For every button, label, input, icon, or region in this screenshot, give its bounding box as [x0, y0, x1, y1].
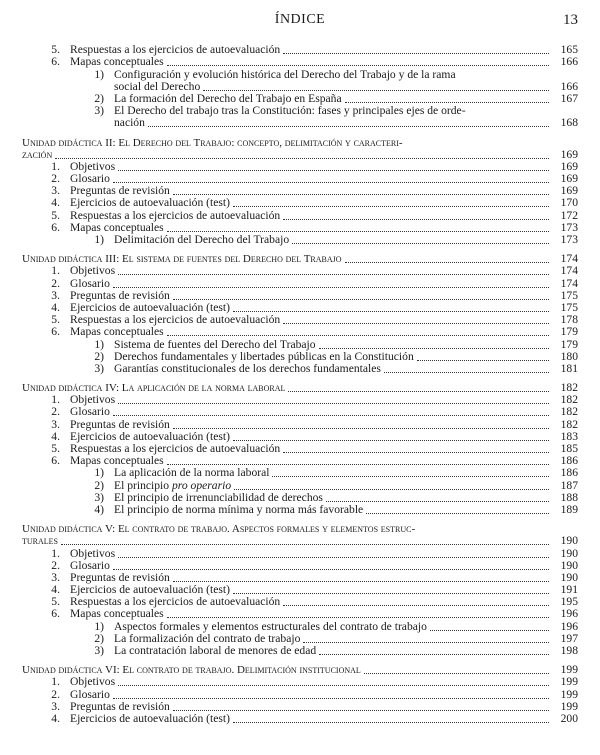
page-ref: 196 [560, 607, 578, 621]
entry-title: Respuestas a los ejercicios de autoevaluación [70, 313, 281, 327]
dot-leader [233, 592, 549, 594]
toc-entry [22, 431, 578, 443]
entry-title: Preguntas de revisión [70, 417, 170, 431]
toc-subentry [22, 492, 578, 504]
entry-title: El principio de irrenunciabilidad de derechos [114, 490, 323, 504]
dot-leader [118, 402, 549, 404]
page-ref: 186 [560, 454, 578, 468]
entry-title: Ejercicios de autoevaluación (test) [70, 196, 230, 210]
unit-title: turales [22, 535, 58, 548]
entry-title-italic: pro operario [171, 478, 232, 492]
toc-entry [22, 596, 578, 608]
page-ref: 175 [560, 288, 578, 302]
entry-number: 1. [51, 159, 60, 173]
entry-number: 1) [94, 466, 104, 480]
entry-number: 4. [51, 583, 60, 597]
entry-number: 5. [51, 208, 60, 222]
toc-entry [22, 676, 578, 688]
toc-entry [22, 302, 578, 314]
page-ref: 165 [560, 43, 578, 57]
page-ref: 199 [560, 699, 578, 713]
page-ref: 172 [560, 208, 578, 222]
unit-title: zación [22, 148, 53, 161]
toc-entry [22, 209, 578, 221]
entry-title: Glosario [70, 558, 110, 572]
dot-leader [288, 390, 549, 392]
entry-number: 2) [94, 349, 104, 363]
toc-entry [22, 197, 578, 209]
entry-number: 1) [94, 619, 104, 633]
toc-entry [22, 56, 578, 68]
dot-leader [272, 475, 549, 477]
dot-leader [203, 89, 549, 91]
dot-leader [173, 427, 549, 429]
entry-number: 6. [51, 55, 60, 69]
entry-number: 5. [51, 595, 60, 609]
page-ref: 168 [560, 116, 578, 130]
page-ref: 170 [560, 196, 578, 210]
dot-leader [118, 556, 549, 558]
page-ref: 167 [560, 91, 578, 105]
entry-title: Respuestas a los ejercicios de autoevaluación [70, 595, 281, 609]
page-ref: 178 [560, 313, 578, 327]
dot-leader [283, 218, 549, 220]
toc-entry [22, 584, 578, 596]
entry-number: 1. [51, 675, 60, 689]
toc-entry [22, 547, 578, 559]
toc-entry [22, 688, 578, 700]
entry-title: Objetivos [70, 264, 116, 278]
entry-title: Respuestas a los ejercicios de autoevaluación [70, 442, 281, 455]
page-ref: 175 [560, 300, 578, 314]
section-gap [22, 657, 578, 664]
entry-number: 2) [94, 91, 104, 105]
toc-entry [22, 560, 578, 572]
dot-leader [417, 359, 549, 361]
entry-number: 5. [51, 43, 60, 57]
entry-title: Ejercicios de autoevaluación (test) [70, 583, 230, 597]
entry-number: 2. [51, 687, 60, 701]
page-ref: 182 [560, 417, 578, 431]
page-ref: 179 [560, 325, 578, 339]
page-ref: 190 [560, 570, 578, 584]
toc-entry [22, 265, 578, 277]
entry-number: 3) [94, 104, 104, 118]
entry-title: Ejercicios de autoevaluación (test) [70, 711, 230, 725]
dot-leader [384, 371, 549, 373]
toc-subentry [22, 93, 578, 105]
page-ref: 195 [560, 595, 578, 609]
dot-leader [234, 488, 549, 490]
page-ref: 174 [560, 264, 578, 278]
unit-title: Unidad didáctica II: El Derecho del Trabajo: concepto, delimitación y caracteri- [22, 136, 403, 149]
entry-title: Ejercicios de autoevaluación (test) [70, 429, 230, 443]
toc-subentry [22, 234, 578, 246]
section-gap [22, 246, 578, 253]
entry-number: 4. [51, 429, 60, 443]
entry-number: 1. [51, 546, 60, 560]
toc-subentry [22, 363, 578, 375]
toc-entry [22, 394, 578, 406]
unit-heading [22, 253, 578, 265]
page-ref: 187 [560, 478, 578, 492]
entry-title: Glosario [70, 172, 110, 186]
page-ref: 190 [560, 534, 578, 548]
dot-leader [173, 580, 549, 582]
dot-leader [326, 500, 549, 502]
unit-title: Unidad didáctica V: El contrato de trabajo. Aspectos formales y elementos estruc- [22, 523, 416, 536]
entry-number: 3. [51, 288, 60, 302]
page-ref: 169 [560, 184, 578, 198]
page-ref: 173 [560, 233, 578, 246]
toc-entry [22, 314, 578, 326]
entry-number: 5. [51, 313, 60, 327]
dot-leader [364, 672, 549, 674]
section-gap [22, 129, 578, 136]
page-ref: 183 [560, 429, 578, 443]
dot-leader [118, 169, 549, 171]
unit-heading [22, 136, 578, 148]
toc-subentry [22, 645, 578, 657]
toc-entry [22, 222, 578, 234]
page-ref: 191 [560, 583, 578, 597]
entry-title: Sistema de fuentes del Derecho del Trabajo [114, 337, 316, 351]
page-ref: 169 [560, 159, 578, 173]
dot-leader [233, 439, 549, 441]
toc-entry [22, 277, 578, 289]
entry-number: 1. [51, 393, 60, 407]
unit-heading [22, 535, 578, 547]
entry-number: 2. [51, 405, 60, 419]
dot-leader [345, 101, 549, 103]
toc-subentry [22, 105, 578, 117]
entry-number: 4) [94, 502, 104, 516]
page-ref: 197 [560, 631, 578, 645]
entry-title: nación [114, 116, 145, 130]
toc-subentry [22, 504, 578, 516]
toc-entry [22, 290, 578, 302]
page-ref: 196 [560, 619, 578, 633]
toc-subentry [22, 351, 578, 363]
page-ref: 198 [560, 644, 578, 657]
page-number: 13 [563, 12, 578, 28]
entry-title: Derechos fundamentales y libertades públicas en la Constitución [114, 349, 414, 363]
entry-title: Mapas conceptuales [70, 325, 164, 339]
toc-subentry [22, 338, 578, 350]
entry-title: Preguntas de revisión [70, 184, 170, 198]
dot-leader [55, 157, 549, 159]
toc-subentry [22, 467, 578, 479]
entry-title: La aplicación de la norma laboral [114, 466, 270, 480]
page-ref: 174 [560, 252, 578, 266]
entry-title: Preguntas de revisión [70, 570, 170, 584]
entry-title: Objetivos [70, 159, 116, 173]
dot-leader [366, 512, 549, 514]
page-ref: 189 [560, 502, 578, 516]
dot-leader [113, 414, 549, 416]
unit-title: Unidad didáctica IV: La aplicación de la norma laboral [22, 382, 286, 395]
dot-leader [113, 286, 549, 288]
entry-title: Objetivos [70, 546, 116, 560]
page-ref: 185 [560, 442, 578, 455]
entry-title: El Derecho del trabajo tras la Constitución: fases y principales ejes de orde- [114, 104, 466, 118]
toc-entry [22, 713, 578, 725]
toc-entry [22, 173, 578, 185]
unit-title: Unidad didáctica VI: El contrato de trabajo. Delimitación institucional [22, 664, 361, 677]
dot-leader [61, 543, 549, 545]
dot-leader [167, 334, 549, 336]
page-ref: 182 [560, 393, 578, 407]
dot-leader [283, 451, 549, 453]
entry-title: Respuestas a los ejercicios de autoevaluación [70, 208, 281, 222]
entry-number: 6. [51, 325, 60, 339]
entry-title: Glosario [70, 405, 110, 419]
entry-title: Mapas conceptuales [70, 55, 164, 69]
page-ref: 182 [560, 381, 578, 395]
page-ref: 169 [560, 147, 578, 161]
entry-number: 1. [51, 264, 60, 278]
toc-entry [22, 443, 578, 455]
page-ref: 186 [560, 466, 578, 480]
unit-heading [22, 149, 578, 161]
dot-leader [167, 463, 549, 465]
page-ref: 174 [560, 276, 578, 290]
entry-number: 2. [51, 558, 60, 572]
page-ref: 182 [560, 405, 578, 419]
dot-leader [167, 230, 549, 232]
toc-entry [22, 701, 578, 713]
toc-entry [22, 44, 578, 56]
entry-number: 4. [51, 711, 60, 725]
toc-subentry [22, 68, 578, 80]
dot-leader [233, 205, 549, 207]
entry-title: Respuestas a los ejercicios de autoevaluación [70, 43, 281, 57]
entry-title: La contratación laboral de menores de edad [114, 644, 317, 657]
dot-leader [430, 629, 549, 631]
dot-leader [173, 193, 549, 195]
page-ref: 169 [560, 172, 578, 186]
entry-number: 3. [51, 184, 60, 198]
toc-entry [22, 418, 578, 430]
toc-entry [22, 161, 578, 173]
page-ref: 166 [560, 79, 578, 93]
dot-leader [118, 684, 549, 686]
unit-heading [22, 382, 578, 394]
entry-number: 4. [51, 300, 60, 314]
dot-leader [233, 310, 549, 312]
section-gap [22, 516, 578, 523]
section-gap [22, 375, 578, 382]
entry-number: 3) [94, 490, 104, 504]
toc-subentry [22, 633, 578, 645]
entry-number: 1) [94, 67, 104, 81]
toc-subentry [22, 479, 578, 491]
dot-leader [173, 298, 549, 300]
entry-title: Delimitación del Derecho del Trabajo [114, 233, 290, 246]
entry-number: 2. [51, 276, 60, 290]
entry-number: 2) [94, 478, 104, 492]
page-ref: 200 [560, 711, 578, 725]
dot-leader [292, 242, 549, 244]
entry-title: Preguntas de revisión [70, 288, 170, 302]
dot-leader [283, 604, 549, 606]
toc-entry [22, 326, 578, 338]
entry-number: 3) [94, 644, 104, 657]
unit-heading [22, 664, 578, 676]
entry-title: Preguntas de revisión [70, 699, 170, 713]
dot-leader [283, 52, 549, 54]
table-of-contents [22, 44, 578, 725]
page-ref: 199 [560, 687, 578, 701]
toc-subentry [22, 620, 578, 632]
page-header [0, 12, 600, 32]
dot-leader [118, 273, 549, 275]
page-title: ÍNDICE [274, 12, 326, 27]
toc-subentry [22, 117, 578, 129]
dot-leader [113, 568, 549, 570]
toc-entry [22, 185, 578, 197]
page-ref: 180 [560, 349, 578, 363]
dot-leader [303, 641, 549, 643]
entry-number: 4. [51, 196, 60, 210]
entry-title: Aspectos formales y elementos estructurales del contrato de trabajo [114, 619, 427, 633]
entry-title: Objetivos [70, 393, 116, 407]
entry-title: La formación del Derecho del Trabajo en España [114, 91, 342, 105]
entry-title: Glosario [70, 276, 110, 290]
dot-leader [283, 322, 549, 324]
entry-title: Configuración y evolución histórica del Derecho del Trabajo y de la rama [114, 67, 456, 81]
entry-number: 1) [94, 337, 104, 351]
dot-leader [319, 347, 549, 349]
page-ref: 179 [560, 337, 578, 351]
dot-leader [148, 125, 549, 127]
toc-entry [22, 608, 578, 620]
entry-number: 1) [94, 233, 104, 246]
entry-title: Mapas conceptuales [70, 454, 164, 468]
dot-leader [173, 709, 549, 711]
page-ref: 190 [560, 558, 578, 572]
entry-number: 3. [51, 417, 60, 431]
dot-leader [113, 697, 549, 699]
toc-entry [22, 455, 578, 467]
entry-title: La formalización del contrato de trabajo [114, 631, 301, 645]
dot-leader [233, 721, 549, 723]
entry-number: 6. [51, 607, 60, 621]
dot-leader [167, 616, 549, 618]
entry-title: social del Derecho [114, 79, 201, 93]
page-ref: 199 [560, 675, 578, 689]
entry-number: 3. [51, 699, 60, 713]
entry-number: 3) [94, 361, 104, 375]
unit-heading [22, 523, 578, 535]
toc-entry [22, 572, 578, 584]
entry-number: 6. [51, 220, 60, 234]
dot-leader [319, 653, 549, 655]
entry-title: El principio pro operario [114, 478, 232, 492]
dot-leader [167, 64, 549, 66]
entry-number: 5. [51, 442, 60, 455]
entry-title: Ejercicios de autoevaluación (test) [70, 300, 230, 314]
page-ref: 190 [560, 546, 578, 560]
entry-title: El principio de norma mínima y norma más favorable [114, 502, 364, 516]
dot-leader [345, 261, 549, 263]
entry-title: Objetivos [70, 675, 116, 689]
entry-number: 2) [94, 631, 104, 645]
page-ref: 199 [560, 663, 578, 677]
entry-number: 6. [51, 454, 60, 468]
entry-number: 3. [51, 570, 60, 584]
dot-leader [113, 181, 549, 183]
toc-subentry [22, 81, 578, 93]
unit-title: Unidad didáctica III: El sistema de fuentes del Derecho del Trabajo [22, 253, 342, 266]
entry-title: Mapas conceptuales [70, 220, 164, 234]
toc-entry [22, 406, 578, 418]
page-ref: 188 [560, 490, 578, 504]
entry-title: Garantías constitucionales de los derechos fundamentales [114, 361, 381, 375]
page-ref: 173 [560, 220, 578, 234]
page-ref: 166 [560, 55, 578, 69]
entry-title: Mapas conceptuales [70, 607, 164, 621]
page-ref: 181 [560, 361, 578, 375]
entry-title: Glosario [70, 687, 110, 701]
entry-number: 2. [51, 172, 60, 186]
